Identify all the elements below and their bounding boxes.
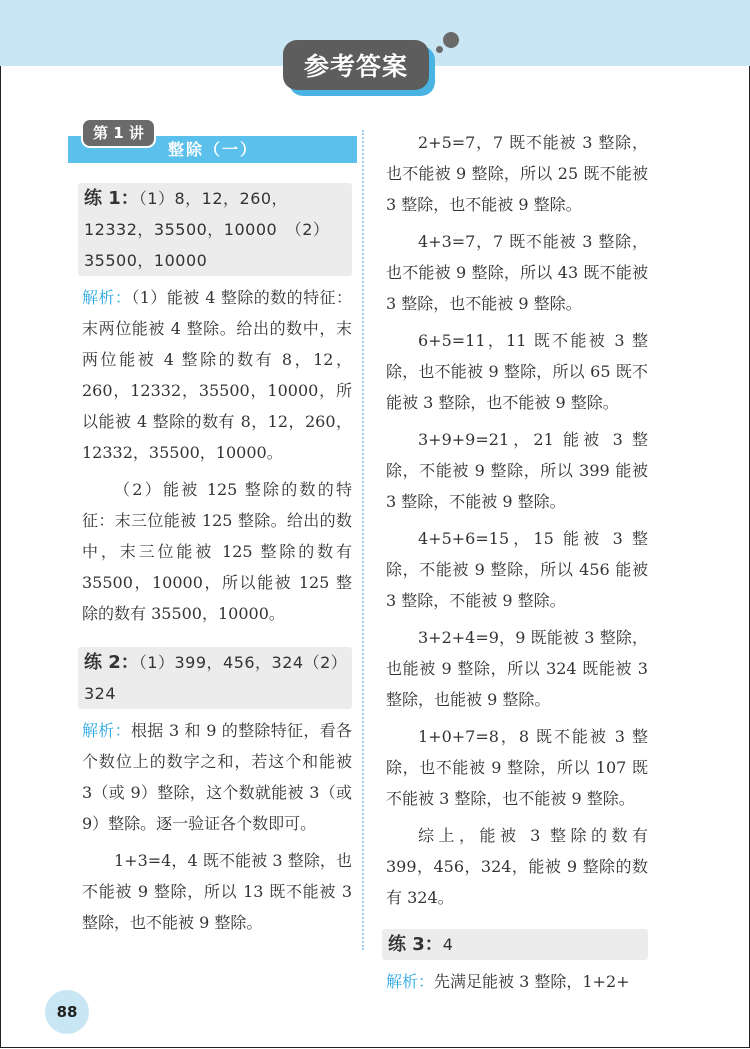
exercise-3-answer-text: 4: [442, 935, 454, 954]
left-column: [82, 118, 352, 944]
exercise-1-answer: [78, 183, 352, 276]
exercise-3-label: 练 3：: [388, 934, 443, 955]
exercise-2-answer-text: （1）399，456，324（2）324: [84, 653, 340, 703]
analysis-paragraph: 1+3=4，4 既不能被 3 整除，也不能被 9 整除，所以 13 既不能被 3 整除，也不能被 9 整除。: [82, 851, 352, 932]
analysis-lead: （1）: [131, 288, 167, 307]
analysis-paragraph: 4+5+6=15，15 能被 3 整除，不能被 9 整除，所以 456 能被 3 整除，不能被 9 整除。: [386, 529, 648, 610]
lecture-heading: [68, 118, 352, 172]
page-title: 参考答案: [283, 40, 429, 90]
analysis-label: 解析：: [82, 721, 131, 740]
exercise-1-analysis: [82, 282, 352, 468]
exercise-1-answer-text: （1）8，12，260，12332，35500，10000 （2）35500，10000: [84, 189, 330, 270]
analysis-paragraph: （2）能被 125 整除的数的特征：末三位能被 125 整除。给出的数中，末三位能被 125 整除的数有 35500，10000，所以能被 125 整除的数有 35500，10000。: [82, 480, 352, 623]
exercise-3-answer: [382, 929, 648, 960]
analysis-paragraph: 1+0+7=8，8 既不能被 3 整除，也不能被 9 整除，所以 107 既不能被 3 整除，也不能被 9 整除。: [386, 727, 648, 808]
exercise-2-answer: [78, 647, 352, 709]
exercise-2-label: 练 2：: [84, 652, 139, 673]
decor-dot-small: [436, 46, 443, 53]
analysis-paragraph: 3+9+9=21，21 能被 3 整除，不能被 9 整除，所以 399 能被 3 整除，不能被 9 整除。: [386, 430, 648, 511]
right-column: [386, 127, 648, 1003]
analysis-paragraph: 3+2+4=9，9 既能被 3 整除，也能被 9 整除，所以 324 既能被 3 整除，也能被 9 整除。: [386, 628, 648, 709]
exercise-2-analysis: [82, 715, 352, 839]
page-title-badge: [283, 40, 435, 96]
decor-dot-large: [443, 32, 459, 48]
analysis-text: 根据 3 和 9 的整除特征，看各个数位上的数字之和，若这个和能被 3（或 9）整除，这个数就能被 3（或 9）整除。逐一验证各个数即可。: [82, 721, 352, 833]
analysis-paragraph: 综上，能被 3 整除的数有 399，456，324，能被 9 整除的数有 324。: [386, 826, 648, 907]
analysis-paragraph: 2+5=7，7 既不能被 3 整除，也不能被 9 整除，所以 25 既不能被 3 整除，也不能被 9 整除。: [386, 133, 648, 214]
analysis-paragraph: 4+3=7，7 既不能被 3 整除，也不能被 9 整除，所以 43 既不能被 3 整除，也不能被 9 整除。: [386, 232, 648, 313]
exercise-3-analysis: [386, 966, 648, 997]
lecture-tag: 第 1 讲: [81, 118, 156, 148]
analysis-text: 能被 4 整除的数的特征：末两位能被 4 整除。给出的数中，末两位能被 4 整除的数有 8，12，260，12332，35500，10000，所以能被 4 整除的数有 8，12，260，12332，35500，10000。: [82, 288, 352, 462]
analysis-text: 先满足能被 3 整除，1+2+: [434, 972, 630, 991]
exercise-1-label: 练 1：: [84, 188, 139, 209]
column-divider: [362, 130, 364, 950]
analysis-label: 解析：: [82, 288, 132, 307]
lecture-subtitle: 整除（一）: [168, 140, 259, 159]
analysis-label: 解析：: [386, 972, 435, 991]
analysis-paragraph: 6+5=11，11 既不能被 3 整除，也不能被 9 整除，所以 65 既不能被 3 整除，也不能被 9 整除。: [386, 331, 648, 412]
page-number: 88: [45, 990, 89, 1034]
